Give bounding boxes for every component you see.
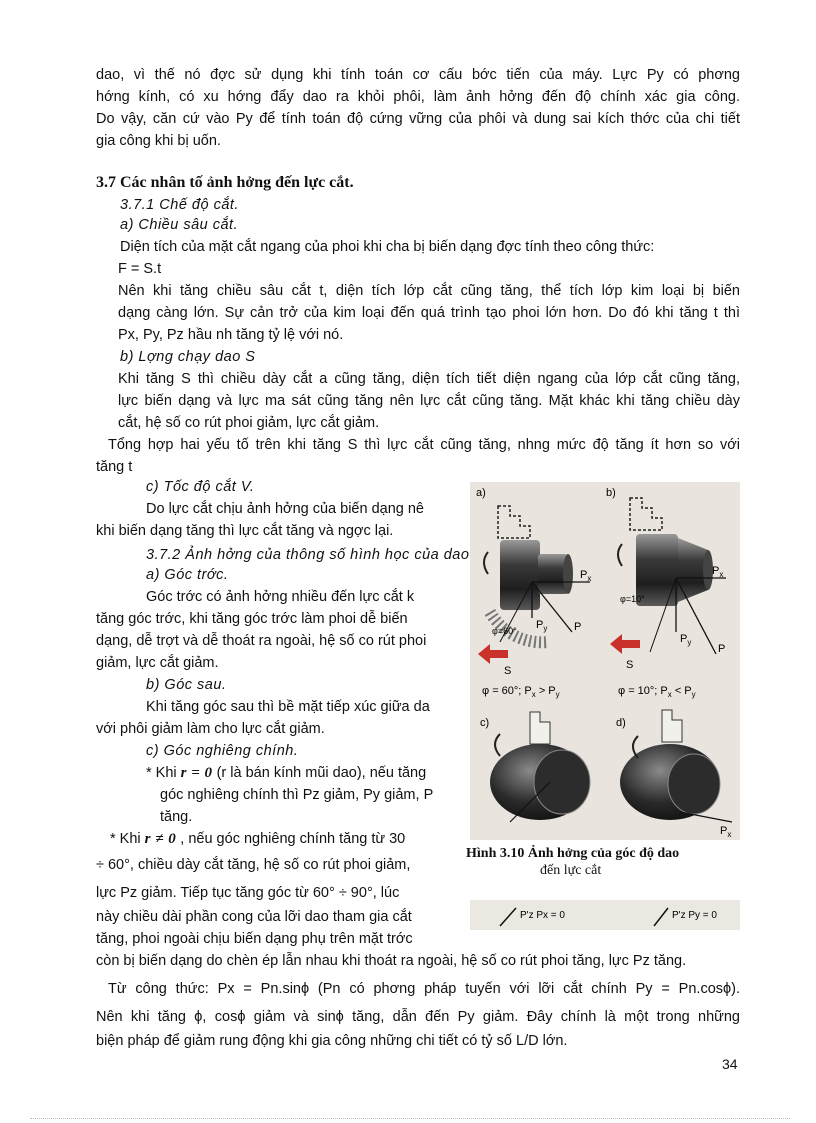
rotation-arrow-b: [618, 544, 622, 566]
py-label-a: $P_y$: [536, 619, 548, 633]
compare-label-a: φ = 60°; $P_x > P_y$: [482, 685, 560, 699]
s372a-line-1: Góc trớc có ảnh hởng nhiều đến lực cắt k: [146, 589, 415, 605]
formula-line-3: biện pháp để giảm rung động khi gia công những chi tiết có tỷ số L/D lớn.: [96, 1033, 568, 1049]
tool-c: [530, 712, 550, 744]
s372c-line-2: góc nghiêng chính thì Pz giảm, Py giảm, P: [160, 787, 434, 803]
figure-bottom-strip: [470, 900, 740, 930]
summary-line-1: Tổng hợp hai yếu tố trên khi tăng S thì lực cắt cũng tăng, nhng mức độ tăng ít hơn so với: [108, 437, 740, 453]
px-label-d: $P_x$: [720, 825, 732, 839]
s371a-line-2: F = S.t: [118, 261, 162, 277]
s372a-line-4: giảm, lực cắt giảm.: [96, 655, 219, 671]
s372b-line-1: Khi tăng góc sau thì bề mặt tiếp xúc giữa da: [146, 699, 430, 715]
r-equals-zero-formula: r = 0: [180, 765, 213, 781]
s371a-line-1: Diện tích của mặt cắt ngang của phoi khi cha bị biến dạng đợc tính theo công thức:: [120, 239, 655, 255]
tool-d: [662, 710, 682, 742]
panel-a: [476, 487, 591, 699]
strip-label-right: P'z Py = 0: [672, 910, 717, 921]
subsection-372b-title: b) Góc sau.: [146, 677, 227, 693]
label-a: a): [476, 487, 486, 499]
workpiece-a-large: [500, 540, 540, 610]
strip-label-left: P'z Px = 0: [520, 910, 565, 921]
strip-line-right: [654, 908, 668, 926]
summary-line-2: tăng t: [96, 459, 133, 475]
s372c-angle-text: , nếu góc nghiêng chính tăng từ 30: [180, 831, 406, 847]
s371c-line-1: Do lực cắt chịu ảnh hởng của biến dạng nê: [146, 501, 424, 517]
figure-caption: [466, 845, 756, 879]
s372c-line-3: tăng.: [160, 809, 193, 825]
bottom-rule: [30, 1118, 790, 1119]
s371c-line-2: khi biến dạng tăng thì lực cắt tăng và ngợc lại.: [96, 523, 394, 539]
compare-label-b: φ = 10°; $P_x < P_y$: [618, 685, 696, 699]
tool-holder-b: [630, 498, 662, 530]
s371a-line-5: Px, Py, Pz hầu nh tăng tỷ lệ với nó.: [118, 327, 344, 343]
r-not-zero-formula: r ≠ 0: [144, 831, 177, 847]
s371a-line-3: Nên khi tăng chiều sâu cắt t, diện tích lớp cắt cũng tăng, thể tích lớp kim loại bị biến: [118, 283, 740, 299]
s372c-condition-text: (r là bán kính mũi dao), nếu tăng: [216, 765, 427, 781]
s-label-a: S: [504, 665, 512, 677]
s372c-line-9: còn bị biến dạng do chèn ép lẫn nhau khi thoát ra ngoài, hệ số co rút phoi tăng, lực Pz tăng.: [96, 953, 687, 969]
caption-line-2: đến lực cắt: [540, 863, 602, 878]
s372c-line-8: tăng, phoi ngoài chịu biến dạng phụ trên mặt trớc: [96, 931, 413, 947]
s372a-line-3: dạng, dễ trợt và dễ thoát ra ngoài, hệ số co rút phoi: [96, 633, 427, 649]
intro-line-3: Do vậy, căn cứ vào Py để tính toán độ cứng vững của phôi và dung sai kích thớc của chi tiết: [96, 111, 740, 127]
s372c-line-4: [110, 830, 405, 848]
rotation-arrow-c: [495, 734, 500, 756]
s372b-line-2: với phôi giảm làm cho lực cắt giảm.: [96, 721, 325, 737]
s371b-line-2: lực biến dạng và lực ma sát cũng tăng nên lực cắt cũng tăng. Mặt khác khi tăng chiều dày: [118, 393, 740, 409]
s372a-line-2: tăng góc trớc, khi tăng góc trớc làm phoi dễ biến: [96, 611, 408, 627]
strip-line-left: [500, 908, 516, 926]
s372c-line-7: này chiều dài phần cong của lỡi dao tham gia cắt: [96, 909, 412, 925]
formula-line-1: Từ công thức: Px = Pn.sinϕ (Pn có phơng pháp tuyến với lỡi cắt chính Py = Pn.cosϕ).: [108, 981, 740, 997]
p-label-a: P: [574, 621, 582, 633]
s-label-b: S: [626, 659, 634, 671]
workpiece-a-end: [563, 554, 573, 594]
subsection-372a-title: a) Góc trớc.: [146, 567, 229, 583]
s372c-line-5: ÷ 60°, chiều dày cắt tăng, hệ số co rút phoi giảm,: [96, 857, 411, 873]
page-number: 34: [722, 1056, 738, 1072]
subsection-371-title: 3.7.1 Chế độ cắt.: [120, 197, 239, 213]
strip-illustration: [470, 900, 740, 930]
phi10-label: φ=10°: [620, 594, 645, 604]
panel-b: [606, 487, 726, 699]
px-label-b: $P_x$: [712, 565, 724, 579]
section-title: 3.7 Các nhân tố ảnh hởng đến lực cắt.: [96, 174, 354, 191]
figure-3-10: [470, 482, 740, 840]
feed-arrow-a: [478, 644, 508, 664]
subsection-372-title: 3.7.2 Ảnh hởng của thông số hình học của dao: [146, 547, 470, 563]
intro-line-2: hớng kính, có xu hớng đẩy dao ra khỏi phôi, làm ảnh hởng đến độ chính xác gia công.: [96, 89, 740, 105]
label-d: d): [616, 717, 626, 729]
s372c-khi2-text: * Khi: [110, 831, 141, 847]
s371b-line-3: cắt, hệ số co rút phoi giảm, lực cắt giảm.: [118, 415, 380, 431]
tool-holder-a: [498, 506, 530, 538]
s371b-line-1: Khi tăng S thì chiều dày cắt a cũng tăng, diện tích tiết diện ngang của lớp cắt cũng tăng,: [118, 371, 740, 387]
phi60-label: φ=60°: [492, 626, 517, 636]
subsection-371c-title: c) Tốc độ cắt V.: [146, 479, 255, 495]
subsection-372c-title: c) Góc nghiêng chính.: [146, 743, 299, 759]
figure-illustration: [470, 482, 740, 840]
feed-arrow-b: [610, 634, 640, 654]
panel-d: [616, 710, 732, 839]
label-c: c): [480, 717, 490, 729]
caption-line-1: Hình 3.10 Ảnh hởng của góc độ dao: [466, 846, 680, 861]
p-label-b: P: [718, 643, 726, 655]
formula-line-2: Nên khi tăng ϕ, cosϕ giảm và sinϕ tăng, dẫn đến Py giảm. Đây chính là một trong những: [96, 1009, 740, 1025]
intro-line-1: dao, vì thế nó đợc sử dụng khi tính toán cơ cấu bớc tiến của máy. Lực Py có phơng: [96, 67, 740, 83]
panel-c: [480, 712, 590, 822]
s371a-line-4: dạng càng lớn. Sự cản trở của kim loại đến quá trình tạo phoi lớn hơn. Do đó khi tăng t thì: [118, 305, 740, 321]
s372c-line-1: [146, 764, 426, 782]
workpiece-c-face: [534, 750, 590, 814]
subsection-371b-title: b) Lợng chạy dao S: [120, 349, 256, 365]
s372c-khi-text: * Khi: [146, 765, 177, 781]
workpiece-d-face: [668, 754, 720, 814]
px-label-a: $P_x$: [580, 569, 592, 583]
py-label-b: $P_y$: [680, 633, 692, 647]
s372c-line-6: lực Pz giảm. Tiếp tục tăng góc từ 60° ÷ 90°, lúc: [96, 885, 400, 901]
label-b: b): [606, 487, 616, 499]
subsection-371a-title: a) Chiều sâu cắt.: [120, 217, 239, 233]
intro-line-4: gia công khi bị uốn.: [96, 133, 221, 149]
rotation-arrow-a: [484, 552, 488, 574]
